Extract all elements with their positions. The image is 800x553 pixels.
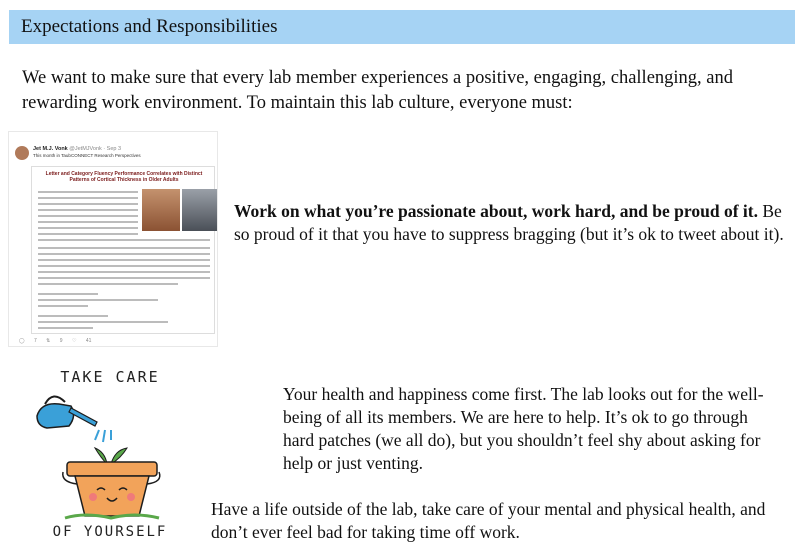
text-line xyxy=(38,283,178,285)
text-line xyxy=(38,227,138,229)
life-balance-paragraph: Have a life outside of the lab, take care of your mental and physical health, and don’t ever feel bad for taking time off work. xyxy=(211,499,766,542)
tweet-actions xyxy=(19,338,91,344)
section-header xyxy=(9,10,795,44)
text-line xyxy=(38,259,210,261)
text-line xyxy=(38,271,210,273)
expectation-item-health xyxy=(211,383,771,544)
text-line xyxy=(38,191,138,193)
tweet-avatar xyxy=(15,146,29,160)
text-line xyxy=(38,327,93,329)
researcher-photo xyxy=(182,189,218,231)
tweet-handle: @JetMJVonk · Sep 3 xyxy=(69,146,122,152)
plant-pot-icon xyxy=(25,366,195,548)
pot-rim xyxy=(67,462,157,476)
text-line xyxy=(38,305,88,307)
take-care-illustration xyxy=(25,366,195,548)
expectation-text: Be so proud of it that you have to suppress bragging (but it’s ok to tweet about it). xyxy=(234,201,784,244)
like-icon[interactable]: ♡ xyxy=(71,338,77,344)
illustration-top-text: TAKE CARE xyxy=(60,368,160,386)
text-line xyxy=(38,221,138,223)
pot-body xyxy=(75,476,149,516)
text-line xyxy=(38,215,138,217)
text-line xyxy=(38,203,138,205)
text-line xyxy=(38,293,98,295)
text-line xyxy=(38,233,138,235)
tweet-screenshot xyxy=(8,131,218,347)
text-line xyxy=(38,277,210,279)
illustration-bottom-text: OF YOURSELF xyxy=(52,524,168,540)
section-title: Expectations and Responsibilities xyxy=(21,16,278,37)
researcher-photo xyxy=(142,189,180,231)
tweet-card xyxy=(31,166,215,334)
text-line xyxy=(38,321,168,323)
tweet-author-name: Jet M.J. Vonk xyxy=(33,146,68,152)
text-line xyxy=(38,239,210,241)
text-line xyxy=(38,209,138,211)
tweet-card-title: Letter and Category Fluency Performance Correlates with Distinct Patterns of Cortical Thickness in Older Adults xyxy=(45,171,203,183)
expectation-item-passion xyxy=(234,200,794,246)
watering-can-icon xyxy=(37,396,97,428)
text-line xyxy=(38,265,210,267)
reply-icon[interactable]: ◯ xyxy=(19,338,25,344)
pot-cheek xyxy=(127,493,135,501)
intro-paragraph: We want to make sure that every lab member experiences a positive, engaging, challenging, and rewarding work environment. To maintain this lab culture, everyone must: xyxy=(22,68,734,113)
text-line xyxy=(38,247,210,249)
text-line xyxy=(38,315,108,317)
water-drop xyxy=(95,430,99,440)
retweet-count: 9 xyxy=(59,338,63,344)
text-line xyxy=(38,197,138,199)
health-paragraph: Your health and happiness come first. The lab looks out for the well-being of all its members. We are here to help. It’s ok to go through hard patches (we all do), but you shouldn’t feel shy about asking for help or just venting. xyxy=(283,384,764,473)
pot-cheek xyxy=(89,493,97,501)
expectation-bold: Work on what you’re passionate about, work hard, and be proud of it. xyxy=(234,201,758,221)
text-line xyxy=(38,253,210,255)
retweet-icon[interactable]: ⇅ xyxy=(46,338,51,344)
water-drop xyxy=(103,430,105,442)
text-line xyxy=(38,299,158,301)
reply-count: 7 xyxy=(34,338,37,344)
like-count: 41 xyxy=(85,338,92,344)
tweet-author xyxy=(33,146,121,152)
tweet-body: This month in TaubCONNECT Research Perspectives xyxy=(33,153,141,158)
